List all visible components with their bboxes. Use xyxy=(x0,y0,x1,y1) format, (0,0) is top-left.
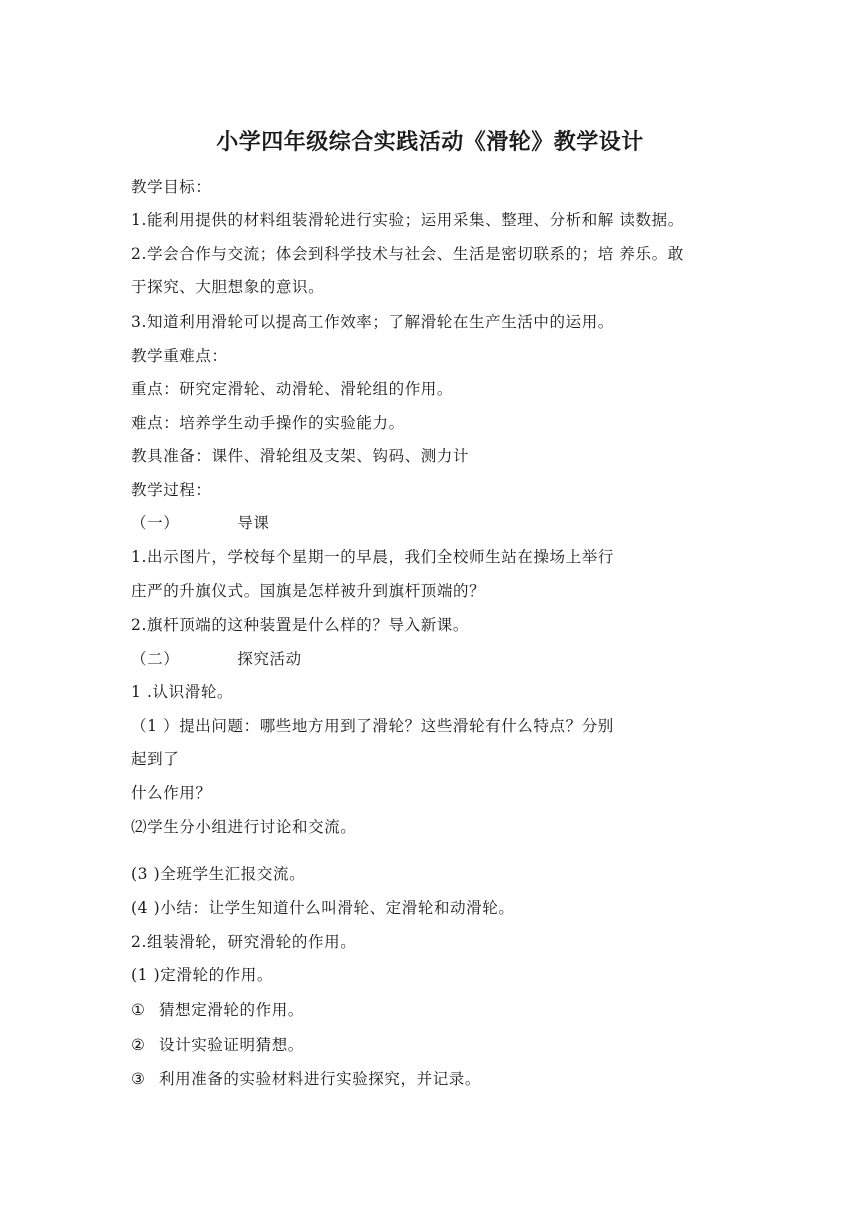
goal-2-line-1: 2.学会合作与交流；体会到科学技术与社会、生活是密切联系的；培 养乐。敢 xyxy=(131,245,684,263)
step-2-marker: ② xyxy=(131,1036,146,1054)
section-2-label: 探究活动 xyxy=(237,650,302,668)
step-1-marker: ① xyxy=(131,1001,146,1019)
activity-1-discussion: ⑵学生分小组进行讨论和交流。 xyxy=(131,818,357,836)
teaching-aids: 教具准备：课件、滑轮组及支架、钩码、测力计 xyxy=(131,447,470,465)
goal-1: 1.能利用提供的材料组装滑轮进行实验；运用采集、整理、分析和解 读数据。 xyxy=(131,211,684,229)
teaching-process-heading: 教学过程： xyxy=(131,481,212,499)
section-2-heading xyxy=(131,648,302,670)
step-2 xyxy=(131,1034,304,1056)
section-1-number: （一） xyxy=(131,514,180,532)
key-point: 重点：研究定滑轮、动滑轮、滑轮组的作用。 xyxy=(131,380,454,398)
intro-step-2: 2.旗杆顶端的这种装置是什么样的？导入新课。 xyxy=(131,616,469,634)
goal-2-line-2: 于探究、大胆想象的意识。 xyxy=(131,278,325,296)
activity-1-report: (3 )全班学生汇报交流。 xyxy=(131,865,306,883)
section-2-number: （二） xyxy=(131,650,180,668)
activity-1-summary: (4 )小结：让学生知道什么叫滑轮、定滑轮和动滑轮。 xyxy=(131,899,515,917)
section-1-label: 导课 xyxy=(237,514,270,532)
step-3-text: 利用准备的实验材料进行实验探究，并记录。 xyxy=(159,1070,482,1088)
difficult-point: 难点：培养学生动手操作的实验能力。 xyxy=(131,414,405,432)
step-1-text: 猜想定滑轮的作用。 xyxy=(159,1001,304,1019)
step-3 xyxy=(131,1068,481,1090)
teaching-goals-heading: 教学目标： xyxy=(131,178,212,196)
intro-step-1-line-2: 庄严的升旗仪式。国旗是怎样被升到旗杆顶端的？ xyxy=(131,582,486,600)
intro-step-1-line-1: 1.出示图片，学校每个星期一的早晨，我们全校师生站在操场上举行 xyxy=(131,548,614,566)
activity-2-heading: 2.组装滑轮，研究滑轮的作用。 xyxy=(131,933,357,951)
key-difficult-points-heading: 教学重难点： xyxy=(131,347,228,365)
fixed-pulley-heading: (1 )定滑轮的作用。 xyxy=(131,966,273,984)
document-title: 小学四年级综合实践活动《滑轮》教学设计 xyxy=(216,129,644,155)
activity-1-question-line-1: （1 ）提出问题：哪些地方用到了滑轮？这些滑轮有什么特点？分别 xyxy=(131,717,614,735)
activity-1-question-line-2: 起到了 xyxy=(131,750,180,768)
goal-3: 3.知道利用滑轮可以提高工作效率；了解滑轮在生产生活中的运用。 xyxy=(131,313,614,331)
step-1 xyxy=(131,999,304,1021)
step-3-marker: ③ xyxy=(131,1070,146,1088)
activity-1-heading: 1 .认识滑轮。 xyxy=(131,683,234,701)
section-1-heading xyxy=(131,512,270,534)
step-2-text: 设计实验证明猜想。 xyxy=(159,1036,304,1054)
activity-1-question-line-3: 什么作用？ xyxy=(131,784,212,802)
